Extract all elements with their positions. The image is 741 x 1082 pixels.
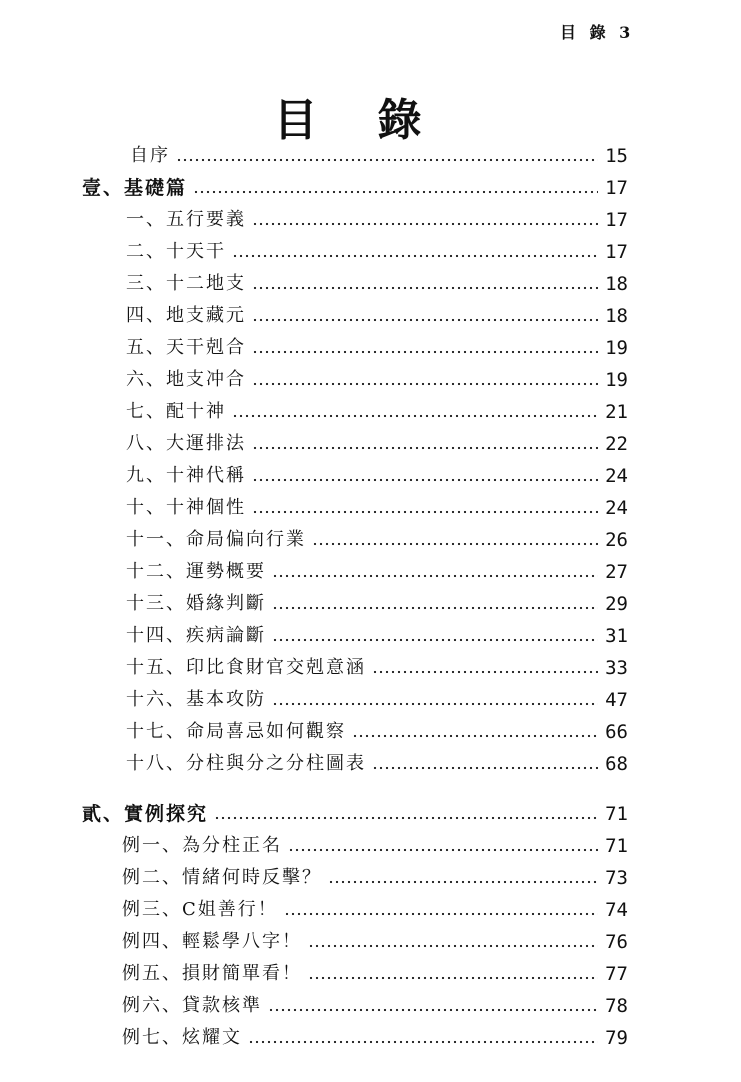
toc-entry-page-number: 18 [605, 273, 628, 295]
toc-entry-label: 例四、輕鬆學八字！ [122, 931, 302, 952]
toc-entry [126, 329, 628, 359]
toc-entry-label: 十三、婚緣判斷 [126, 593, 266, 614]
toc-entry-label: 例三、C姐善行！ [122, 899, 278, 920]
toc-entry-page-number: 27 [605, 561, 628, 583]
toc-entry [126, 361, 628, 391]
toc-entry-label: 貳、實例探究 [82, 803, 209, 825]
toc-entry-label: 六、地支冲合 [126, 369, 246, 390]
toc-entry-label: 壹、基礎篇 [82, 177, 188, 199]
toc-entry-label: 例五、損財簡單看！ [122, 963, 302, 984]
dot-leader [372, 755, 598, 771]
toc-section-entry [82, 795, 628, 825]
toc-entry [122, 955, 628, 985]
toc-entry [126, 233, 628, 263]
dot-leader [272, 595, 598, 611]
toc-entry-page-number: 22 [605, 433, 628, 455]
toc-entry [122, 1019, 628, 1049]
dot-leader [232, 243, 598, 259]
toc-entry [122, 859, 628, 889]
toc-entry [126, 297, 628, 327]
dot-leader [252, 499, 598, 515]
toc-entry [126, 489, 628, 519]
toc-entry-label: 九、十神代稱 [126, 465, 246, 486]
toc-entry-page-number: 77 [605, 963, 628, 985]
toc-entry-label: 四、地支藏元 [126, 305, 246, 326]
toc-entry-label: 例二、情緒何時反擊？ [122, 867, 322, 888]
toc-entry-label: 五、天干剋合 [126, 337, 246, 358]
toc-entry-page-number: 73 [605, 867, 628, 889]
dot-leader [252, 339, 598, 355]
toc-entry-label: 十八、分柱與分之分柱圖表 [126, 753, 366, 774]
toc-entry-label: 十、十神個性 [126, 497, 246, 518]
toc-entry-page-number: 66 [605, 721, 628, 743]
dot-leader [232, 403, 598, 419]
dot-leader [252, 435, 598, 451]
dot-leader [268, 997, 598, 1013]
toc-entry [126, 617, 628, 647]
toc-section-entry [82, 169, 628, 199]
toc-entry-page-number: 26 [605, 529, 628, 551]
toc-entry [126, 521, 628, 551]
toc-entry-label: 十六、基本攻防 [126, 689, 266, 710]
dot-leader [193, 179, 598, 195]
dot-leader [252, 211, 598, 227]
toc-entry [126, 457, 628, 487]
toc-entry [130, 137, 628, 167]
toc-entry [126, 681, 628, 711]
dot-leader [252, 307, 598, 323]
toc-entry-page-number: 47 [605, 689, 628, 711]
toc-entry [126, 649, 628, 679]
toc-entry-page-number: 18 [605, 305, 628, 327]
dot-leader [176, 147, 598, 163]
dot-leader [372, 659, 598, 675]
toc-entry [126, 745, 628, 775]
toc-entry-label: 例七、炫耀文 [122, 1027, 242, 1048]
toc-entry-page-number: 79 [605, 1027, 628, 1049]
toc-entry-page-number: 17 [605, 177, 628, 199]
dot-leader [252, 371, 598, 387]
toc-entry-page-number: 17 [605, 209, 628, 231]
toc-entry [126, 585, 628, 615]
toc-entry-page-number: 74 [605, 899, 628, 921]
dot-leader [272, 691, 598, 707]
toc-entry-label: 十四、疾病論斷 [126, 625, 266, 646]
toc-entry-label: 例一、為分柱正名 [122, 835, 282, 856]
toc-entry-label: 八、大運排法 [126, 433, 246, 454]
toc-entry-page-number: 31 [605, 625, 628, 647]
toc-entry-label: 十五、印比食財官交剋意涵 [126, 657, 366, 678]
dot-leader [308, 965, 598, 981]
toc-entry [126, 265, 628, 295]
dot-leader [312, 531, 598, 547]
dot-leader [352, 723, 598, 739]
toc-entry-page-number: 21 [605, 401, 628, 423]
toc-entry-page-number: 24 [605, 465, 628, 487]
toc-entry-page-number: 71 [605, 803, 628, 825]
dot-leader [328, 869, 598, 885]
toc-entry-label: 二、十天干 [126, 241, 226, 262]
toc-entry [122, 923, 628, 953]
toc-entry-label: 七、配十神 [126, 401, 226, 422]
dot-leader [248, 1029, 598, 1045]
toc-entry-label: 十二、運勢概要 [126, 561, 266, 582]
toc-entry [126, 713, 628, 743]
toc-entry-label: 三、十二地支 [126, 273, 246, 294]
dot-leader [252, 467, 598, 483]
toc-entry-page-number: 19 [605, 369, 628, 391]
toc-entry-page-number: 19 [605, 337, 628, 359]
toc-entry [126, 425, 628, 455]
dot-leader [308, 933, 598, 949]
toc-entry-page-number: 29 [605, 593, 628, 615]
toc-entry-page-number: 76 [605, 931, 628, 953]
toc-entry [126, 553, 628, 583]
toc-entry [122, 827, 628, 857]
dot-leader [272, 563, 598, 579]
toc-entry [126, 393, 628, 423]
toc-entry-label: 十七、命局喜忌如何觀察 [126, 721, 346, 742]
toc-entry [122, 987, 628, 1017]
toc-entry-page-number: 17 [605, 241, 628, 263]
dot-leader [272, 627, 598, 643]
toc-entry-page-number: 78 [605, 995, 628, 1017]
toc-entry-page-number: 15 [605, 145, 628, 167]
toc-entry [126, 201, 628, 231]
toc-entry-page-number: 24 [605, 497, 628, 519]
toc-entry-page-number: 71 [605, 835, 628, 857]
toc-entry-label: 一、五行要義 [126, 209, 246, 230]
toc-entry-page-number: 33 [605, 657, 628, 679]
toc-entry-label: 自序 [130, 145, 170, 166]
dot-leader [252, 275, 598, 291]
dot-leader [288, 837, 598, 853]
dot-leader [284, 901, 598, 917]
dot-leader [214, 805, 598, 821]
toc-entry [122, 891, 628, 921]
running-header: 目 錄 3 [560, 23, 635, 42]
toc-entry-label: 十一、命局偏向行業 [126, 529, 306, 550]
toc-entry-label: 例六、貸款核準 [122, 995, 262, 1016]
page-title: 目錄 [273, 95, 482, 146]
toc-entry-page-number: 68 [605, 753, 628, 775]
